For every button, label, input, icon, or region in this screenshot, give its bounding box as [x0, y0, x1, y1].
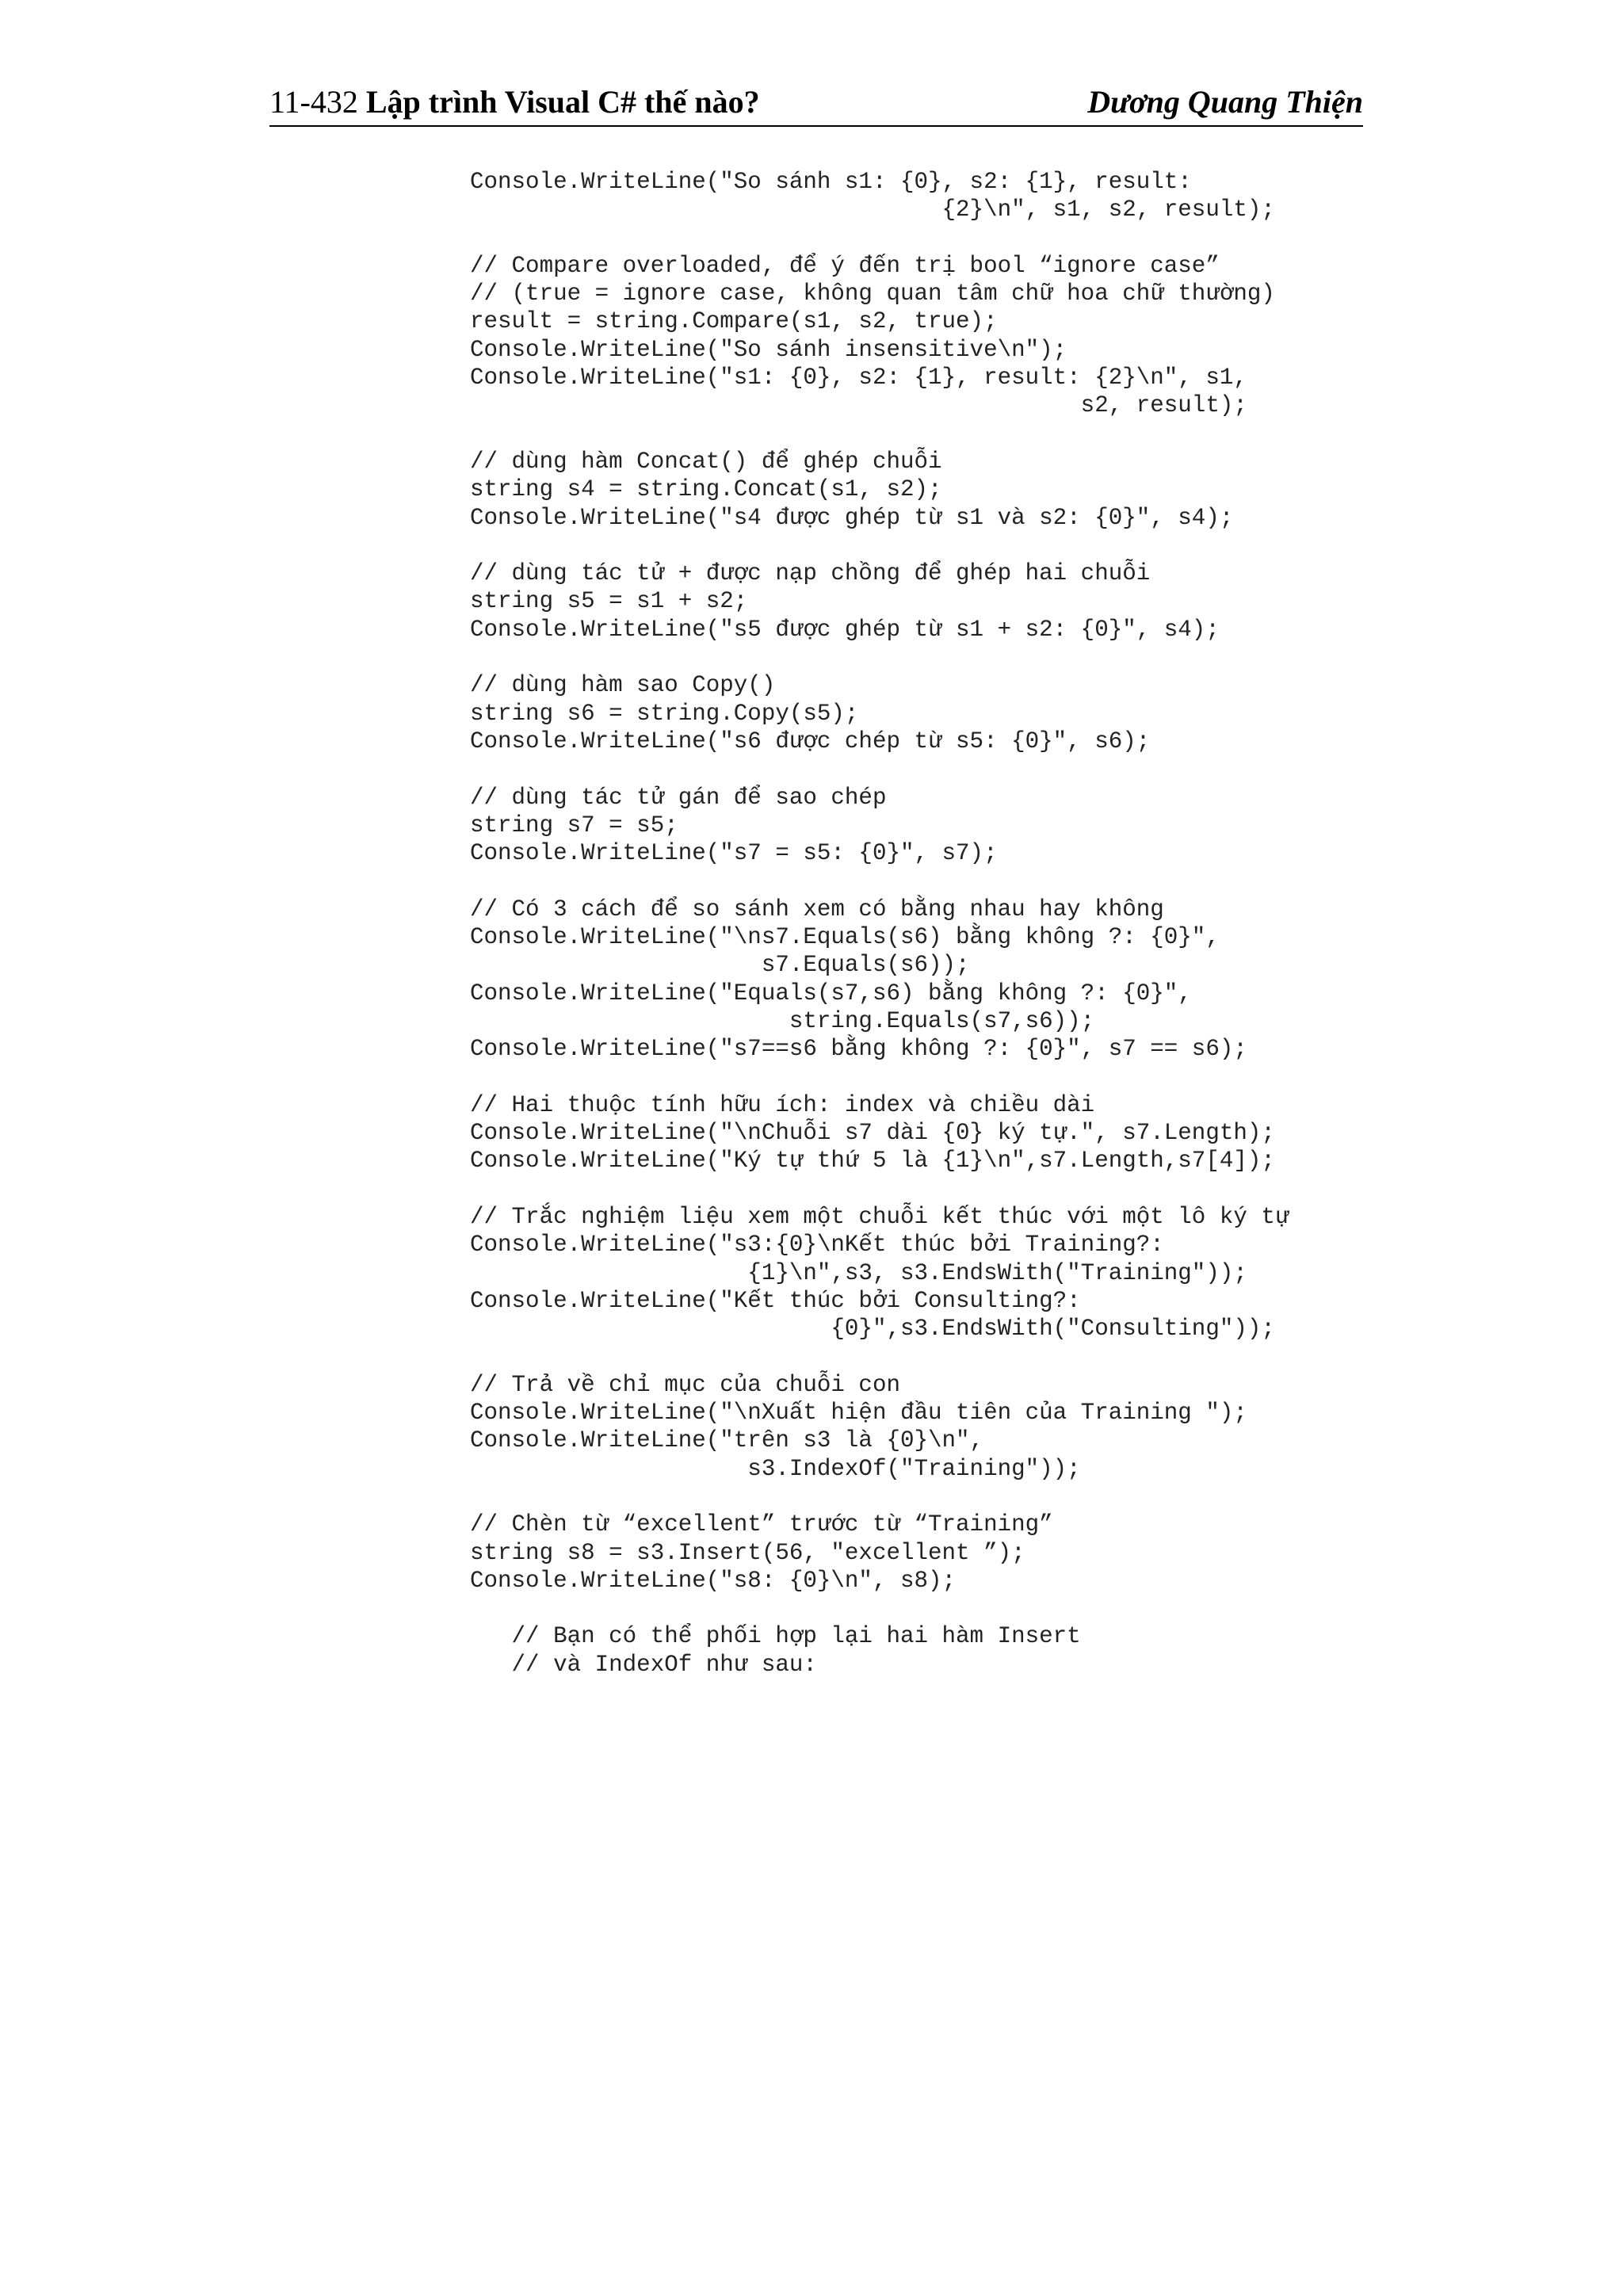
comment-line: // Hai thuộc tính hữu ích: index và chiều dài [470, 1091, 1095, 1118]
code-line: result = string.Compare(s1, s2, true); [470, 308, 998, 335]
code-line: string.Equals(s7,s6)); [470, 1007, 1095, 1034]
blank-line [470, 1175, 1611, 1203]
page-header [269, 73, 1363, 127]
code-line: Console.WriteLine("So sánh s1: {0}, s2: {1}, result: [470, 169, 1192, 195]
blank-line [470, 644, 1611, 671]
comment-line: // dùng hàm Concat() để ghép chuỗi [470, 448, 942, 475]
comment-line: // (true = ignore case, không quan tâm chữ hoa chữ thường) [470, 281, 1275, 308]
blank-line [470, 1595, 1611, 1622]
author-name: Dương Quang Thiện [1087, 84, 1363, 120]
code-listing [470, 168, 1611, 1679]
code-line: string s4 = string.Concat(s1, s2); [470, 476, 942, 503]
page-number: 11-432 [269, 84, 358, 120]
code-line: string s8 = s3.Insert(56, "excellent ”); [470, 1539, 1025, 1566]
blank-line [470, 867, 1611, 895]
code-line: s3.IndexOf("Training")); [470, 1455, 1081, 1482]
blank-line [470, 1064, 1611, 1091]
code-line: Console.WriteLine("s3:{0}\nKết thúc bởi Training?: [470, 1232, 1164, 1259]
code-line: Console.WriteLine("s8: {0}\n", s8); [470, 1567, 957, 1594]
comment-line: // Trắc nghiệm liệu xem một chuỗi kết thúc với một lô ký tự [470, 1203, 1289, 1230]
comment-line: // Bạn có thể phối hợp lại hai hàm Insert [470, 1623, 1081, 1650]
comment-line: // dùng tác tử gán để sao chép [470, 784, 887, 811]
code-line: Console.WriteLine("\nChuỗi s7 dài {0} ký tự.", s7.Length); [470, 1120, 1275, 1147]
comment-line: // dùng tác tử + được nạp chồng để ghép hai chuỗi [470, 560, 1151, 587]
comment-line: // Chèn từ “excellent” trước từ “Training” [470, 1511, 1053, 1538]
code-line: string s6 = string.Copy(s5); [470, 700, 859, 727]
blank-line [470, 224, 1611, 252]
code-line: Console.WriteLine("s4 được ghép từ s1 và s2: {0}", s4); [470, 504, 1234, 531]
comment-line: // Compare overloaded, để ý đến trị bool “ignore case” [470, 252, 1220, 279]
blank-line [470, 1483, 1611, 1511]
code-line: Console.WriteLine("s7 = s5: {0}", s7); [470, 840, 998, 867]
code-line: Console.WriteLine("s6 được chép từ s5: {0}", s6); [470, 728, 1151, 755]
header-left [269, 83, 760, 120]
code-line: Console.WriteLine("So sánh insensitive\n"); [470, 336, 1067, 363]
code-line: Console.WriteLine("Equals(s7,s6) bằng không ?: {0}", [470, 980, 1192, 1007]
code-line: Console.WriteLine("\nXuất hiện đầu tiên của Training "); [470, 1400, 1247, 1427]
blank-line [470, 755, 1611, 783]
code-line: {2}\n", s1, s2, result); [470, 197, 1275, 223]
comment-line: // Có 3 cách để so sánh xem có bằng nhau hay không [470, 896, 1164, 923]
code-line: {0}",s3.EndsWith("Consulting")); [470, 1316, 1275, 1343]
comment-line: // và IndexOf như sau: [470, 1651, 817, 1678]
code-line: Console.WriteLine("\ns7.Equals(s6) bằng không ?: {0}", [470, 924, 1220, 951]
code-line: s7.Equals(s6)); [470, 952, 970, 979]
blank-line [470, 1343, 1611, 1370]
code-line: Console.WriteLine("s7==s6 bằng không ?: {0}", s7 == s6); [470, 1036, 1247, 1063]
blank-line [470, 420, 1611, 448]
code-line: Console.WriteLine("Kết thúc bởi Consulting?: [470, 1287, 1081, 1314]
code-line: string s7 = s5; [470, 812, 678, 839]
code-line: string s5 = s1 + s2; [470, 588, 748, 615]
book-title: Lập trình Visual C# thế nào? [365, 84, 760, 120]
comment-line: // Trả về chỉ mục của chuỗi con [470, 1371, 900, 1398]
comment-line: // dùng hàm sao Copy() [470, 672, 776, 699]
code-line: {1}\n",s3, s3.EndsWith("Training")); [470, 1259, 1247, 1286]
code-line: Console.WriteLine("trên s3 là {0}\n", [470, 1427, 984, 1454]
code-line: s2, result); [470, 392, 1247, 419]
code-line: Console.WriteLine("s1: {0}, s2: {1}, result: {2}\n", s1, [470, 365, 1247, 392]
code-line: Console.WriteLine("s5 được ghép từ s1 + s2: {0}", s4); [470, 616, 1220, 643]
blank-line [470, 532, 1611, 560]
code-line: Console.WriteLine("Ký tự thứ 5 là {1}\n",s7.Length,s7[4]); [470, 1148, 1275, 1175]
